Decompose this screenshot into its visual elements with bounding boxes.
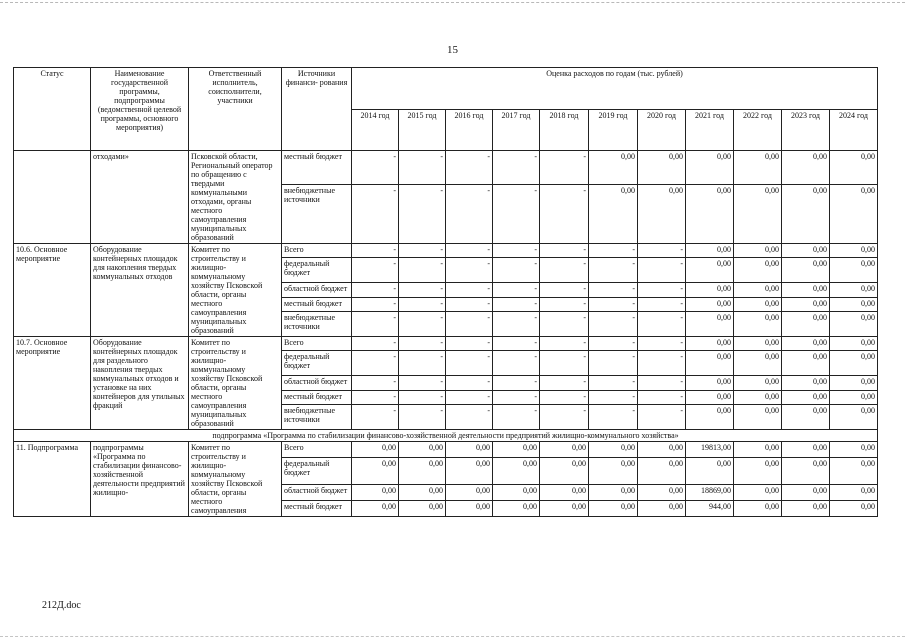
value-cell: 0,00 xyxy=(830,311,878,336)
value-cell: - xyxy=(446,283,493,297)
value-cell: 0,00 xyxy=(830,351,878,376)
value-cell: 0,00 xyxy=(540,485,589,501)
value-cell: - xyxy=(493,404,540,429)
value-cell: - xyxy=(399,258,446,283)
value-cell: 0,00 xyxy=(493,457,540,485)
value-cell: 0,00 xyxy=(782,442,830,458)
header-responsible: Ответственный исполнитель, соисполнители, участники xyxy=(189,68,282,151)
value-cell: 0,00 xyxy=(830,151,878,185)
value-cell: 0,00 xyxy=(782,244,830,258)
value-cell: - xyxy=(399,311,446,336)
value-cell: - xyxy=(589,244,638,258)
value-cell: 0,00 xyxy=(686,244,734,258)
value-cell: 0,00 xyxy=(782,337,830,351)
value-cell: 19813,00 xyxy=(686,442,734,458)
value-cell: 0,00 xyxy=(782,311,830,336)
value-cell: 0,00 xyxy=(686,337,734,351)
value-cell: - xyxy=(589,297,638,311)
value-cell: - xyxy=(638,283,686,297)
value-cell: - xyxy=(540,376,589,390)
value-cell: 0,00 xyxy=(446,485,493,501)
value-cell: - xyxy=(589,311,638,336)
value-cell: - xyxy=(446,258,493,283)
value-cell: 0,00 xyxy=(782,404,830,429)
source-cell: Всего xyxy=(282,244,352,258)
source-cell: местный бюджет xyxy=(282,297,352,311)
value-cell: - xyxy=(399,337,446,351)
value-cell: 0,00 xyxy=(830,404,878,429)
value-cell: 0,00 xyxy=(686,184,734,243)
value-cell: 0,00 xyxy=(686,376,734,390)
value-cell: - xyxy=(352,351,399,376)
value-cell: 0,00 xyxy=(782,457,830,485)
value-cell: - xyxy=(399,376,446,390)
value-cell: 0,00 xyxy=(638,457,686,485)
status-cell: 11. Подпрограмма xyxy=(14,442,91,517)
scan-bottom-edge xyxy=(0,636,905,637)
source-cell: местный бюджет xyxy=(282,390,352,404)
value-cell: - xyxy=(589,351,638,376)
value-cell: 0,00 xyxy=(782,184,830,243)
value-cell: 0,00 xyxy=(830,244,878,258)
value-cell: - xyxy=(493,390,540,404)
source-cell: федеральный бюджет xyxy=(282,351,352,376)
value-cell: - xyxy=(399,351,446,376)
value-cell: - xyxy=(352,311,399,336)
responsible-cell: Комитет по строительству и жилищно-коммунальному хозяйству Псковской области, органы местного самоуправления муниципальных образований xyxy=(189,337,282,430)
value-cell: - xyxy=(638,351,686,376)
value-cell: - xyxy=(399,184,446,243)
value-cell: - xyxy=(638,390,686,404)
table-body xyxy=(14,151,878,517)
value-cell: - xyxy=(540,404,589,429)
value-cell: - xyxy=(399,390,446,404)
header-year: 2018 год xyxy=(540,109,589,151)
source-cell: федеральный бюджет xyxy=(282,258,352,283)
value-cell: 0,00 xyxy=(399,501,446,517)
value-cell: 0,00 xyxy=(399,457,446,485)
value-cell: - xyxy=(638,337,686,351)
value-cell: 0,00 xyxy=(830,184,878,243)
value-cell: - xyxy=(352,376,399,390)
value-cell: 0,00 xyxy=(782,258,830,283)
value-cell: 0,00 xyxy=(830,337,878,351)
value-cell: 0,00 xyxy=(734,283,782,297)
value-cell: 0,00 xyxy=(352,442,399,458)
value-cell: 0,00 xyxy=(638,501,686,517)
value-cell: - xyxy=(638,404,686,429)
value-cell: 0,00 xyxy=(686,311,734,336)
value-cell: 0,00 xyxy=(589,442,638,458)
value-cell: 0,00 xyxy=(493,442,540,458)
value-cell: - xyxy=(446,184,493,243)
source-cell: федеральный бюджет xyxy=(282,457,352,485)
value-cell: - xyxy=(446,337,493,351)
value-cell: 0,00 xyxy=(399,442,446,458)
value-cell: - xyxy=(589,283,638,297)
value-cell: 0,00 xyxy=(589,457,638,485)
value-cell: - xyxy=(352,337,399,351)
value-cell: 0,00 xyxy=(686,297,734,311)
value-cell: 0,00 xyxy=(686,258,734,283)
value-cell: 0,00 xyxy=(638,184,686,243)
header-year: 2019 год xyxy=(589,109,638,151)
value-cell: 0,00 xyxy=(638,151,686,185)
value-cell: - xyxy=(540,151,589,185)
value-cell: 0,00 xyxy=(589,151,638,185)
header-row xyxy=(14,68,878,110)
value-cell: - xyxy=(589,376,638,390)
value-cell: 0,00 xyxy=(734,485,782,501)
value-cell: - xyxy=(493,337,540,351)
header-year: 2015 год xyxy=(399,109,446,151)
value-cell: - xyxy=(540,258,589,283)
value-cell: - xyxy=(352,390,399,404)
status-cell: 10.6. Основное мероприятие xyxy=(14,244,91,337)
value-cell: 0,00 xyxy=(540,501,589,517)
value-cell: 0,00 xyxy=(782,376,830,390)
table-row xyxy=(14,244,878,258)
header-year: 2022 год xyxy=(734,109,782,151)
value-cell: 0,00 xyxy=(686,283,734,297)
value-cell: - xyxy=(493,351,540,376)
source-cell: местный бюджет xyxy=(282,501,352,517)
value-cell: 0,00 xyxy=(734,337,782,351)
value-cell: 0,00 xyxy=(352,501,399,517)
value-cell: - xyxy=(446,376,493,390)
value-cell: - xyxy=(352,404,399,429)
value-cell: - xyxy=(589,258,638,283)
value-cell: 0,00 xyxy=(734,404,782,429)
value-cell: - xyxy=(446,244,493,258)
value-cell: 0,00 xyxy=(782,501,830,517)
value-cell: - xyxy=(446,151,493,185)
value-cell: - xyxy=(589,390,638,404)
header-year: 2023 год xyxy=(782,109,830,151)
value-cell: - xyxy=(493,376,540,390)
value-cell: 0,00 xyxy=(540,457,589,485)
status-cell xyxy=(14,151,91,244)
value-cell: 0,00 xyxy=(638,485,686,501)
value-cell: 0,00 xyxy=(589,184,638,243)
value-cell: 0,00 xyxy=(399,485,446,501)
value-cell: - xyxy=(399,244,446,258)
value-cell: - xyxy=(352,244,399,258)
value-cell: 0,00 xyxy=(686,151,734,185)
status-cell: 10.7. Основное мероприятие xyxy=(14,337,91,430)
header-estimate: Оценка расходов по годам (тыс. рублей) xyxy=(352,68,878,110)
value-cell: 0,00 xyxy=(830,501,878,517)
value-cell: - xyxy=(352,297,399,311)
table-row xyxy=(14,442,878,458)
value-cell: 0,00 xyxy=(352,485,399,501)
value-cell: - xyxy=(540,283,589,297)
value-cell: - xyxy=(352,184,399,243)
value-cell: 0,00 xyxy=(493,501,540,517)
name-cell: подпрограммы «Программа по стабилизации финансово-хозяйственной деятельности предприятий жилищно- xyxy=(91,442,189,517)
value-cell: 18869,00 xyxy=(686,485,734,501)
value-cell: 0,00 xyxy=(782,283,830,297)
value-cell: - xyxy=(638,376,686,390)
value-cell: - xyxy=(352,258,399,283)
header-sources: Источники финанси- рования xyxy=(282,68,352,151)
value-cell: 0,00 xyxy=(446,501,493,517)
value-cell: 0,00 xyxy=(686,390,734,404)
value-cell: - xyxy=(540,244,589,258)
value-cell: 0,00 xyxy=(686,351,734,376)
scan-top-edge xyxy=(0,2,905,3)
header-year: 2017 год xyxy=(493,109,540,151)
value-cell: 0,00 xyxy=(782,485,830,501)
value-cell: - xyxy=(638,297,686,311)
value-cell: - xyxy=(638,258,686,283)
value-cell: - xyxy=(589,404,638,429)
header-year: 2024 год xyxy=(830,109,878,151)
value-cell: 0,00 xyxy=(734,184,782,243)
table-row xyxy=(14,151,878,185)
value-cell: - xyxy=(446,297,493,311)
responsible-cell: Псковской области, Региональный оператор по обращению с твердыми коммунальными отходами, органы местного самоуправления муниципальных образований xyxy=(189,151,282,244)
value-cell: - xyxy=(493,244,540,258)
source-cell: внебюджетные источники xyxy=(282,404,352,429)
header-year: 2014 год xyxy=(352,109,399,151)
header-status: Статус xyxy=(14,68,91,151)
source-cell: Всего xyxy=(282,442,352,458)
value-cell: 0,00 xyxy=(734,501,782,517)
value-cell: 0,00 xyxy=(686,457,734,485)
value-cell: - xyxy=(493,258,540,283)
name-cell: Оборудование контейнерных площадок для раздельного накопления твердых коммунальных отходов и установке на них контейнеров для утильных фракций xyxy=(91,337,189,430)
value-cell: - xyxy=(589,337,638,351)
value-cell: 0,00 xyxy=(493,485,540,501)
value-cell: - xyxy=(493,151,540,185)
value-cell: 0,00 xyxy=(352,457,399,485)
value-cell: 0,00 xyxy=(830,390,878,404)
value-cell: 0,00 xyxy=(734,457,782,485)
value-cell: 0,00 xyxy=(686,404,734,429)
subprogram-title-row xyxy=(14,430,878,442)
value-cell: 0,00 xyxy=(782,297,830,311)
value-cell: - xyxy=(399,404,446,429)
value-cell: - xyxy=(493,311,540,336)
value-cell: - xyxy=(493,184,540,243)
value-cell: 0,00 xyxy=(830,485,878,501)
header-year: 2016 год xyxy=(446,109,493,151)
source-cell: внебюджетные источники xyxy=(282,184,352,243)
source-cell: Всего xyxy=(282,337,352,351)
value-cell: - xyxy=(352,151,399,185)
value-cell: 0,00 xyxy=(734,297,782,311)
value-cell: 0,00 xyxy=(830,297,878,311)
header-year: 2021 год xyxy=(686,109,734,151)
value-cell: 0,00 xyxy=(830,442,878,458)
value-cell: - xyxy=(540,311,589,336)
value-cell: - xyxy=(399,283,446,297)
value-cell: 0,00 xyxy=(734,442,782,458)
value-cell: - xyxy=(540,297,589,311)
source-cell: внебюджетные источники xyxy=(282,311,352,336)
value-cell: 0,00 xyxy=(540,442,589,458)
value-cell: 0,00 xyxy=(830,457,878,485)
value-cell: 0,00 xyxy=(830,376,878,390)
value-cell: - xyxy=(638,244,686,258)
header-year: 2020 год xyxy=(638,109,686,151)
page-number: 15 xyxy=(447,44,458,56)
value-cell: - xyxy=(540,351,589,376)
source-cell: местный бюджет xyxy=(282,151,352,185)
value-cell: 0,00 xyxy=(734,151,782,185)
footer-filename: 212Д.doc xyxy=(42,600,81,611)
value-cell: - xyxy=(493,297,540,311)
value-cell: 0,00 xyxy=(830,258,878,283)
value-cell: - xyxy=(446,404,493,429)
value-cell: 0,00 xyxy=(589,501,638,517)
value-cell: - xyxy=(399,297,446,311)
value-cell: 0,00 xyxy=(782,351,830,376)
value-cell: 0,00 xyxy=(589,485,638,501)
value-cell: - xyxy=(352,283,399,297)
value-cell: 0,00 xyxy=(734,311,782,336)
value-cell: - xyxy=(493,283,540,297)
value-cell: 0,00 xyxy=(446,457,493,485)
table-row xyxy=(14,337,878,351)
value-cell: 0,00 xyxy=(638,442,686,458)
header-name: Наименование государственной программы, подпрограммы (ведомственной целевой программы, основного мероприятия) xyxy=(91,68,189,151)
value-cell: - xyxy=(446,351,493,376)
value-cell: - xyxy=(540,337,589,351)
budget-table xyxy=(13,67,878,517)
value-cell: 0,00 xyxy=(782,390,830,404)
value-cell: - xyxy=(540,184,589,243)
value-cell: 0,00 xyxy=(734,351,782,376)
value-cell: 0,00 xyxy=(782,151,830,185)
value-cell: 0,00 xyxy=(734,258,782,283)
value-cell: 0,00 xyxy=(734,244,782,258)
source-cell: областной бюджет xyxy=(282,485,352,501)
value-cell: 0,00 xyxy=(734,390,782,404)
value-cell: 944,00 xyxy=(686,501,734,517)
value-cell: 0,00 xyxy=(830,283,878,297)
value-cell: - xyxy=(446,390,493,404)
source-cell: областной бюджет xyxy=(282,283,352,297)
responsible-cell: Комитет по строительству и жилищно-коммунальному хозяйству Псковской области, органы местного самоуправления муниципальных образований xyxy=(189,244,282,337)
name-cell: Оборудование контейнерных площадок для накопления твердых коммунальных отходов xyxy=(91,244,189,337)
responsible-cell: Комитет по строительству и жилищно-коммунальному хозяйству Псковской области, органы местного самоуправления xyxy=(189,442,282,517)
value-cell: - xyxy=(540,390,589,404)
value-cell: - xyxy=(399,151,446,185)
source-cell: областной бюджет xyxy=(282,376,352,390)
value-cell: 0,00 xyxy=(446,442,493,458)
name-cell: отходами» xyxy=(91,151,189,244)
value-cell: 0,00 xyxy=(734,376,782,390)
value-cell: - xyxy=(446,311,493,336)
subprogram-title: подпрограмма «Программа по стабилизации финансово-хозяйственной деятельности предприятий жилищно-коммунального хозяйства» xyxy=(14,430,878,442)
value-cell: - xyxy=(638,311,686,336)
